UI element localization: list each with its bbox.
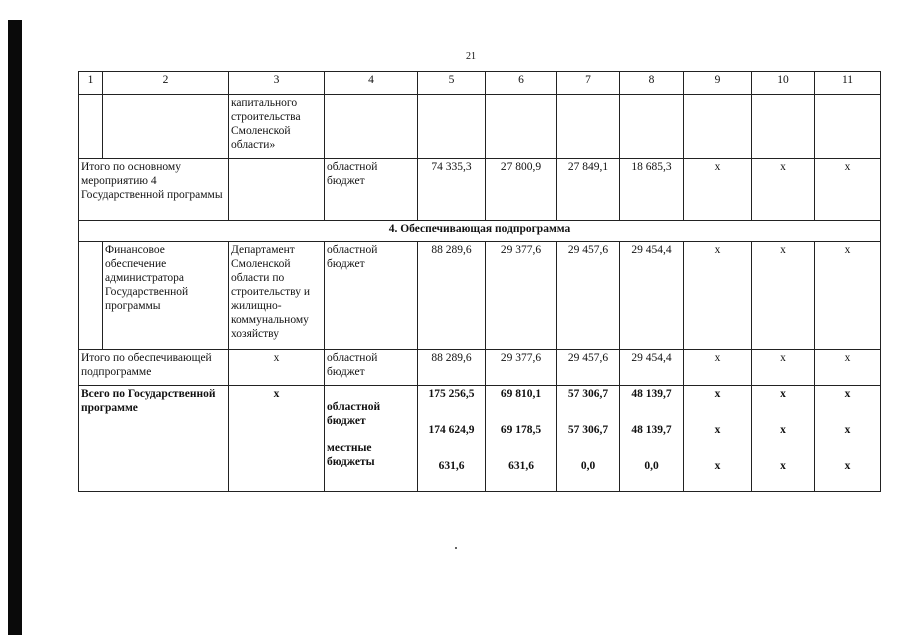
table-row (79, 95, 881, 159)
value-col6: 29 377,6 (486, 350, 557, 386)
value-col8: 18 685,3 (620, 159, 684, 221)
table-row-total-sub (79, 350, 881, 386)
col-header-6: 6 (486, 72, 557, 95)
scan-dot (455, 547, 457, 549)
value: 69 178,5 (500, 424, 542, 436)
value-col11: х (815, 350, 881, 386)
col-header-10: 10 (752, 72, 815, 95)
value-col6: 27 800,9 (486, 159, 557, 221)
executor-cell: Департамент Смоленской области по строительству и жилищно-коммунальному хозяйству (229, 242, 325, 350)
section-heading-row (79, 221, 881, 242)
value: х (780, 424, 786, 436)
value-col10: х (752, 159, 815, 221)
value-col7 (557, 386, 620, 492)
row-label: Итого по обеспечивающей подпрограмме (79, 350, 229, 386)
section-title: 4. Обеспечивающая подпрограмма (79, 221, 881, 242)
value: 48 139,7 (631, 424, 672, 436)
value-col5: 74 335,3 (418, 159, 486, 221)
scan-left-edge-bar (8, 20, 22, 635)
row-label: Итого по основному мероприятию 4 Государственной программы (79, 159, 229, 221)
value: 175 256,5 (428, 388, 475, 400)
value-col9: х (684, 159, 752, 221)
value: 0,0 (644, 460, 659, 472)
value-col11: х (815, 159, 881, 221)
value-col9: х (684, 242, 752, 350)
col-header-3: 3 (229, 72, 325, 95)
value-col8 (620, 386, 684, 492)
value-col7: 27 849,1 (557, 159, 620, 221)
value: 0,0 (580, 460, 596, 472)
column-number-header (79, 72, 881, 95)
value: х (780, 388, 786, 400)
col-header-4: 4 (325, 72, 418, 95)
value: 631,6 (438, 460, 465, 472)
value: 69 810,1 (500, 388, 542, 400)
col-header-2: 2 (103, 72, 229, 95)
table-row-grand-total (79, 386, 881, 492)
value: х (844, 424, 851, 436)
value: х (714, 424, 721, 436)
value: х (844, 460, 851, 472)
value: 48 139,7 (631, 388, 672, 400)
col-header-1: 1 (79, 72, 103, 95)
value-col11 (815, 386, 881, 492)
value-col6: 29 377,6 (486, 242, 557, 350)
budget-table (78, 71, 881, 492)
value: х (844, 388, 851, 400)
value-col7: 29 457,6 (557, 350, 620, 386)
value-col10: х (752, 242, 815, 350)
row-label: Всего по Государственной программе (79, 386, 229, 492)
value-col10 (752, 386, 815, 492)
funding-source: местные бюджеты (327, 442, 375, 468)
col-header-9: 9 (684, 72, 752, 95)
value-col8: 29 454,4 (620, 242, 684, 350)
executor-cell: капитального строительства Смоленской области» (229, 95, 325, 159)
table-row-financing (79, 242, 881, 350)
funding-source: областной бюджет (325, 159, 418, 221)
value-col8: 29 454,4 (620, 350, 684, 386)
value-col7: 29 457,6 (557, 242, 620, 350)
value: 57 306,7 (567, 424, 609, 436)
col-header-7: 7 (557, 72, 620, 95)
row-label: Финансовое обеспечение администратора Государственной программы (103, 242, 229, 350)
value-col6 (486, 386, 557, 492)
value: 57 306,7 (567, 388, 609, 400)
funding-source: областной бюджет (325, 350, 418, 386)
funding-source: областной бюджет (325, 242, 418, 350)
value-col10: х (752, 350, 815, 386)
value: х (780, 460, 786, 472)
executor-cell: х (229, 350, 325, 386)
value: х (714, 388, 721, 400)
value: х (714, 460, 721, 472)
col-header-11: 11 (815, 72, 881, 95)
funding-source-cell (325, 386, 418, 492)
executor-cell: х (229, 386, 325, 492)
value-col9 (684, 386, 752, 492)
value-col5: 88 289,6 (418, 242, 486, 350)
value: 631,6 (508, 460, 534, 472)
funding-source: областной бюджет (327, 401, 381, 427)
value-col11: х (815, 242, 881, 350)
page-number: 21 (466, 51, 476, 62)
table-row-total-main4 (79, 159, 881, 221)
col-header-5: 5 (418, 72, 486, 95)
value: 174 624,9 (428, 424, 475, 436)
value-col5 (418, 386, 486, 492)
value-col9: х (684, 350, 752, 386)
value-col5: 88 289,6 (418, 350, 486, 386)
col-header-8: 8 (620, 72, 684, 95)
